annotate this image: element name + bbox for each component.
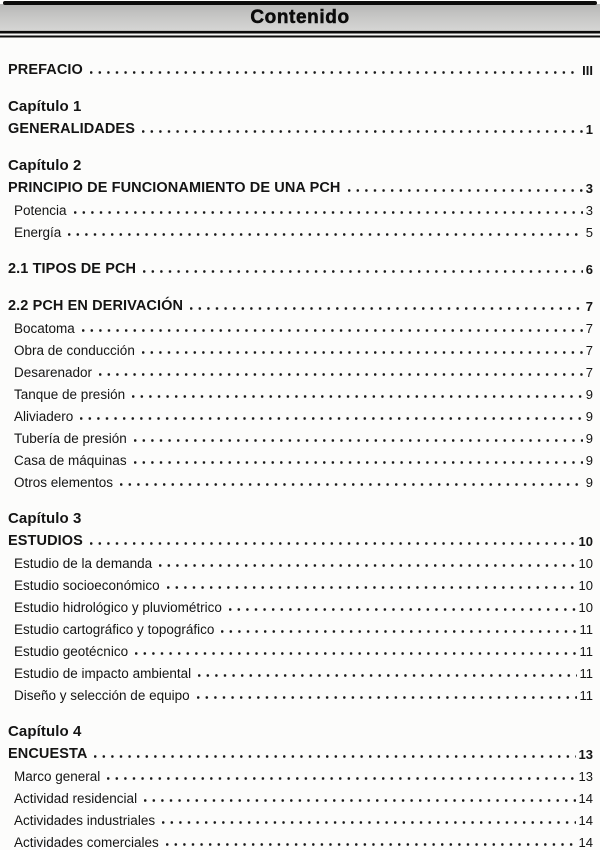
page-number: 13 xyxy=(578,747,593,763)
page-number: 13 xyxy=(578,769,593,785)
entry-label: Tubería de presión xyxy=(14,430,127,446)
entry-label: Potencia xyxy=(14,202,67,218)
toc-entry xyxy=(8,549,593,571)
toc-entry xyxy=(8,571,593,593)
page-number: 6 xyxy=(585,262,593,278)
dotted-leader xyxy=(90,56,579,78)
dotted-leader xyxy=(197,681,577,703)
dotted-leader xyxy=(132,380,583,402)
toc-entry xyxy=(8,681,593,703)
dotted-leader xyxy=(166,828,576,850)
entry-label: Casa de máquinas xyxy=(14,452,127,468)
chapter-label xyxy=(8,152,593,174)
entry-label: Obra de conducción xyxy=(14,342,135,358)
toc-block xyxy=(8,505,593,703)
toc-entry xyxy=(8,527,593,549)
dotted-leader xyxy=(198,659,576,681)
chapter-label-text: Capítulo 4 xyxy=(8,723,82,741)
page-number: 9 xyxy=(585,387,593,403)
toc-entry xyxy=(8,762,593,784)
dotted-leader xyxy=(135,637,576,659)
page-number: 10 xyxy=(578,600,593,616)
page-number: 10 xyxy=(578,534,593,550)
dotted-leader xyxy=(167,571,576,593)
toc-entry xyxy=(8,659,593,681)
entry-label: Bocatoma xyxy=(14,320,75,336)
toc-entry xyxy=(8,115,593,137)
toc xyxy=(0,39,600,850)
dotted-leader xyxy=(134,424,583,446)
chapter-label-text: Capítulo 2 xyxy=(8,157,82,175)
toc-entry xyxy=(8,637,593,659)
page-number: 7 xyxy=(585,299,593,315)
entry-label: Aliviadero xyxy=(14,408,74,424)
dotted-leader xyxy=(229,593,576,615)
toc-block xyxy=(8,56,593,78)
entry-label: 2.2 PCH EN DERIVACIÓN xyxy=(8,297,184,314)
page-number: 11 xyxy=(579,688,593,704)
toc-entry xyxy=(8,174,593,196)
toc-entry xyxy=(8,336,593,358)
chapter-label xyxy=(8,505,593,527)
page-number: 9 xyxy=(585,475,593,491)
toc-entry xyxy=(8,218,593,240)
toc-block xyxy=(8,255,593,277)
page-number: 14 xyxy=(578,791,593,807)
toc-entry xyxy=(8,806,593,828)
dotted-leader xyxy=(94,740,575,762)
entry-label: Estudio de impacto ambiental xyxy=(14,665,192,681)
page-number: 10 xyxy=(578,556,593,572)
toc-block xyxy=(8,718,593,850)
toc-entry xyxy=(8,593,593,615)
page-number: 7 xyxy=(585,365,593,381)
toc-entry xyxy=(8,314,593,336)
toc-block xyxy=(8,292,593,490)
toc-entry xyxy=(8,828,593,850)
toc-block xyxy=(8,93,593,137)
entry-label: Tanque de presión xyxy=(14,386,126,402)
toc-entry xyxy=(8,380,593,402)
entry-label: Estudio socioeconómico xyxy=(14,577,160,593)
dotted-leader xyxy=(82,314,583,336)
entry-label: Estudio geotécnico xyxy=(14,643,129,659)
page-number: 7 xyxy=(585,343,593,359)
toc-entry xyxy=(8,446,593,468)
toc-block xyxy=(8,152,593,240)
entry-label: ENCUESTA xyxy=(8,745,88,762)
dotted-leader xyxy=(143,255,583,277)
dotted-leader xyxy=(144,784,575,806)
entry-label: Actividades comerciales xyxy=(14,834,159,850)
dotted-leader xyxy=(120,468,583,490)
dotted-leader xyxy=(348,174,583,196)
entry-label: GENERALIDADES xyxy=(8,120,135,137)
page-number: 3 xyxy=(585,203,593,219)
dotted-leader xyxy=(68,218,582,240)
dotted-leader xyxy=(90,527,576,549)
dotted-leader xyxy=(159,549,575,571)
page-number: 11 xyxy=(579,622,593,638)
entry-label: Desarenador xyxy=(14,364,93,380)
entry-label: Diseño y selección de equipo xyxy=(14,687,190,703)
entry-label: Actividades industriales xyxy=(14,812,156,828)
title-band xyxy=(0,4,600,31)
entry-label: ESTUDIOS xyxy=(8,532,83,549)
toc-entry xyxy=(8,784,593,806)
entry-label: Estudio cartográfico y topográfico xyxy=(14,621,215,637)
chapter-label xyxy=(8,93,593,115)
page-number: 14 xyxy=(578,813,593,829)
chapter-label-text: Capítulo 3 xyxy=(8,510,82,528)
page-number: 1 xyxy=(585,122,593,138)
page-title: Contenido xyxy=(250,6,350,28)
dotted-leader xyxy=(142,115,583,137)
page-number: 9 xyxy=(585,431,593,447)
entry-label: Actividad residencial xyxy=(14,790,138,806)
page-number: 5 xyxy=(585,225,593,241)
page-number: 7 xyxy=(585,321,593,337)
dotted-leader xyxy=(190,292,583,314)
page-number: 3 xyxy=(585,181,593,197)
toc-entry xyxy=(8,196,593,218)
page-number: 9 xyxy=(585,453,593,469)
toc-entry xyxy=(8,740,593,762)
entry-label: Energía xyxy=(14,224,62,240)
toc-entry xyxy=(8,468,593,490)
dotted-leader xyxy=(107,762,575,784)
page-number: 9 xyxy=(585,409,593,425)
dotted-leader xyxy=(162,806,575,828)
page-number: 11 xyxy=(579,644,593,660)
chapter-label xyxy=(8,718,593,740)
toc-entry xyxy=(8,292,593,314)
dotted-leader xyxy=(99,358,583,380)
toc-entry xyxy=(8,424,593,446)
entry-label: Otros elementos xyxy=(14,474,114,490)
page-number: 11 xyxy=(579,666,593,682)
entry-label: 2.1 TIPOS DE PCH xyxy=(8,260,137,277)
toc-entry xyxy=(8,615,593,637)
toc-entry xyxy=(8,255,593,277)
entry-label: PREFACIO xyxy=(8,61,83,78)
dotted-leader xyxy=(221,615,576,637)
chapter-label-text: Capítulo 1 xyxy=(8,98,82,116)
toc-entry xyxy=(8,56,593,78)
page-number: 10 xyxy=(578,578,593,594)
page-number: 14 xyxy=(578,835,593,850)
dotted-leader xyxy=(142,336,583,358)
page-header xyxy=(0,0,600,39)
toc-entry xyxy=(8,358,593,380)
dotted-leader xyxy=(74,196,583,218)
dotted-leader xyxy=(134,446,583,468)
top-black-strip xyxy=(3,1,597,5)
toc-entry xyxy=(8,402,593,424)
page-number: III xyxy=(582,63,593,79)
dotted-leader xyxy=(80,402,582,424)
entry-label: PRINCIPIO DE FUNCIONAMIENTO DE UNA PCH xyxy=(8,179,341,196)
entry-label: Estudio hidrológico y pluviométrico xyxy=(14,599,222,615)
entry-label: Estudio de la demanda xyxy=(14,555,153,571)
double-rule xyxy=(0,31,600,39)
entry-label: Marco general xyxy=(14,768,101,784)
